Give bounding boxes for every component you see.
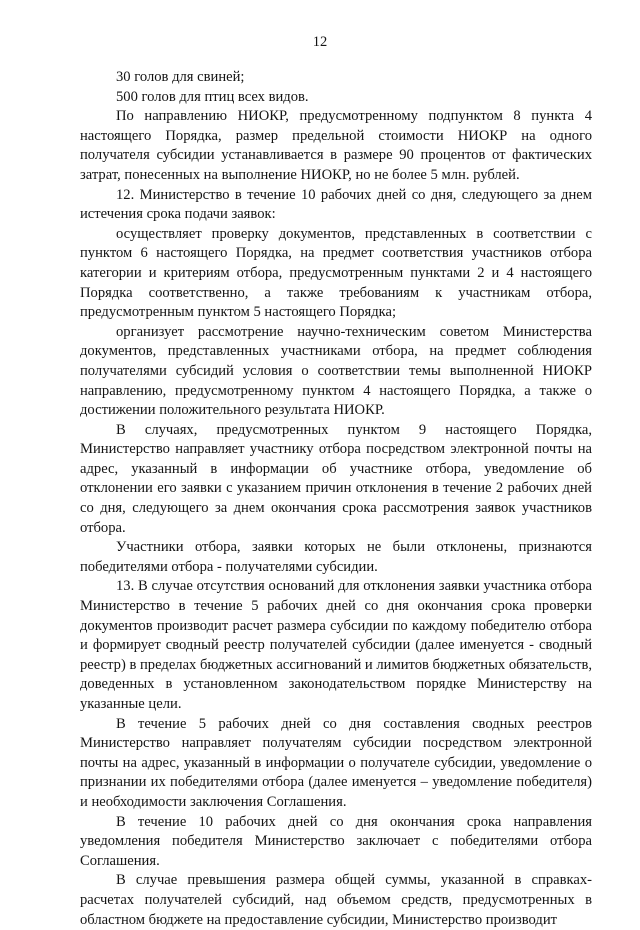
paragraph-agreement: В течение 10 рабочих дней со дня окончания срока направления уведомления победителя Министерство заключает с победителями отбора Соглашения. [80,813,592,869]
paragraph-item-13: 13. В случае отсутствия оснований для отклонения заявки участника отбора Министерство в течение 5 рабочих дней со дня окончания срока проверки документов производит расчет размера субсидии по каждому победителю отбора и формирует сводный реестр получателей субсидии (далее именуется - сводный реестр) в пределах бюджетных ассигнований и лимитов бюджетных обязательств, доведенных в установленном законодательством порядке Министерству на указанные цели. [80,578,592,712]
paragraph-winners: Участники отбора, заявки которых не были отклонены, признаются победителями отбора - получателями субсидии. [80,539,592,575]
paragraph-niokr-cost: По направлению НИОКР, предусмотренному подпунктом 8 пункта 4 настоящего Порядка, размер предельной стоимости НИОКР на одного получателя субсидии устанавливается в размере 90 процентов от фактических затрат, понесенных на выполнение НИОКР, но не более 5 млн. рублей. [80,108,592,183]
paragraph-rejection-notice: В случаях, предусмотренных пунктом 9 настоящего Порядка, Министерство направляет участнику отбора посредством электронной почты на адрес, указанный в информации об участнике отбора, уведомление об отклонении его заявки с указанием причин отклонения в течение 2 рабочих дней со дня, следующего за днем окончания срока рассмотрения заявок участников отбора. [80,421,592,536]
paragraph-item-12: 12. Министерство в течение 10 рабочих дней со дня, следующего за днем истечения срока подачи заявок: [80,186,592,223]
paragraph-budget-excess: В случае превышения размера общей суммы, указанной в справках-расчетах получателей субсидий, над объемом средств, предусмотренных в областном бюджете на предоставление субсидии, Министерство производит [80,872,592,928]
document-body [80,68,592,930]
paragraph-council-review: организует рассмотрение научно-техническим советом Министерства документов, представленных участниками отбора, на предмет соблюдения получателями субсидий условия о соответствии темы выполненной НИОКР направлению, предусмотренному пунктом 4 настоящего Порядка, а также о достижении положительного результата НИОКР. [80,323,592,419]
paragraph-pigs: 30 голов для свиней; [116,69,245,85]
paragraph-document-check: осуществляет проверку документов, представленных в соответствии с пунктом 6 настоящего Порядка, на предмет соответствия участников отбора категории и критериям отбора, предусмотренным пунктами 2 и 4 настоящего Порядка соответственно, а также требованиям к участникам отбора, предусмотренным пунктом 5 настоящего Порядка; [80,225,592,321]
paragraph-winner-notice: В течение 5 рабочих дней со дня составления сводных реестров Министерство направляет получателям субсидии посредством электронной почты на адрес, указанный в информации о получателе субсидии, уведомление о признании их победителями отбора (далее именуется – уведомление победителя) и необходимости заключения Соглашения. [80,715,592,810]
paragraph-birds: 500 голов для птиц всех видов. [116,88,309,105]
page-number: 12 [312,34,328,50]
